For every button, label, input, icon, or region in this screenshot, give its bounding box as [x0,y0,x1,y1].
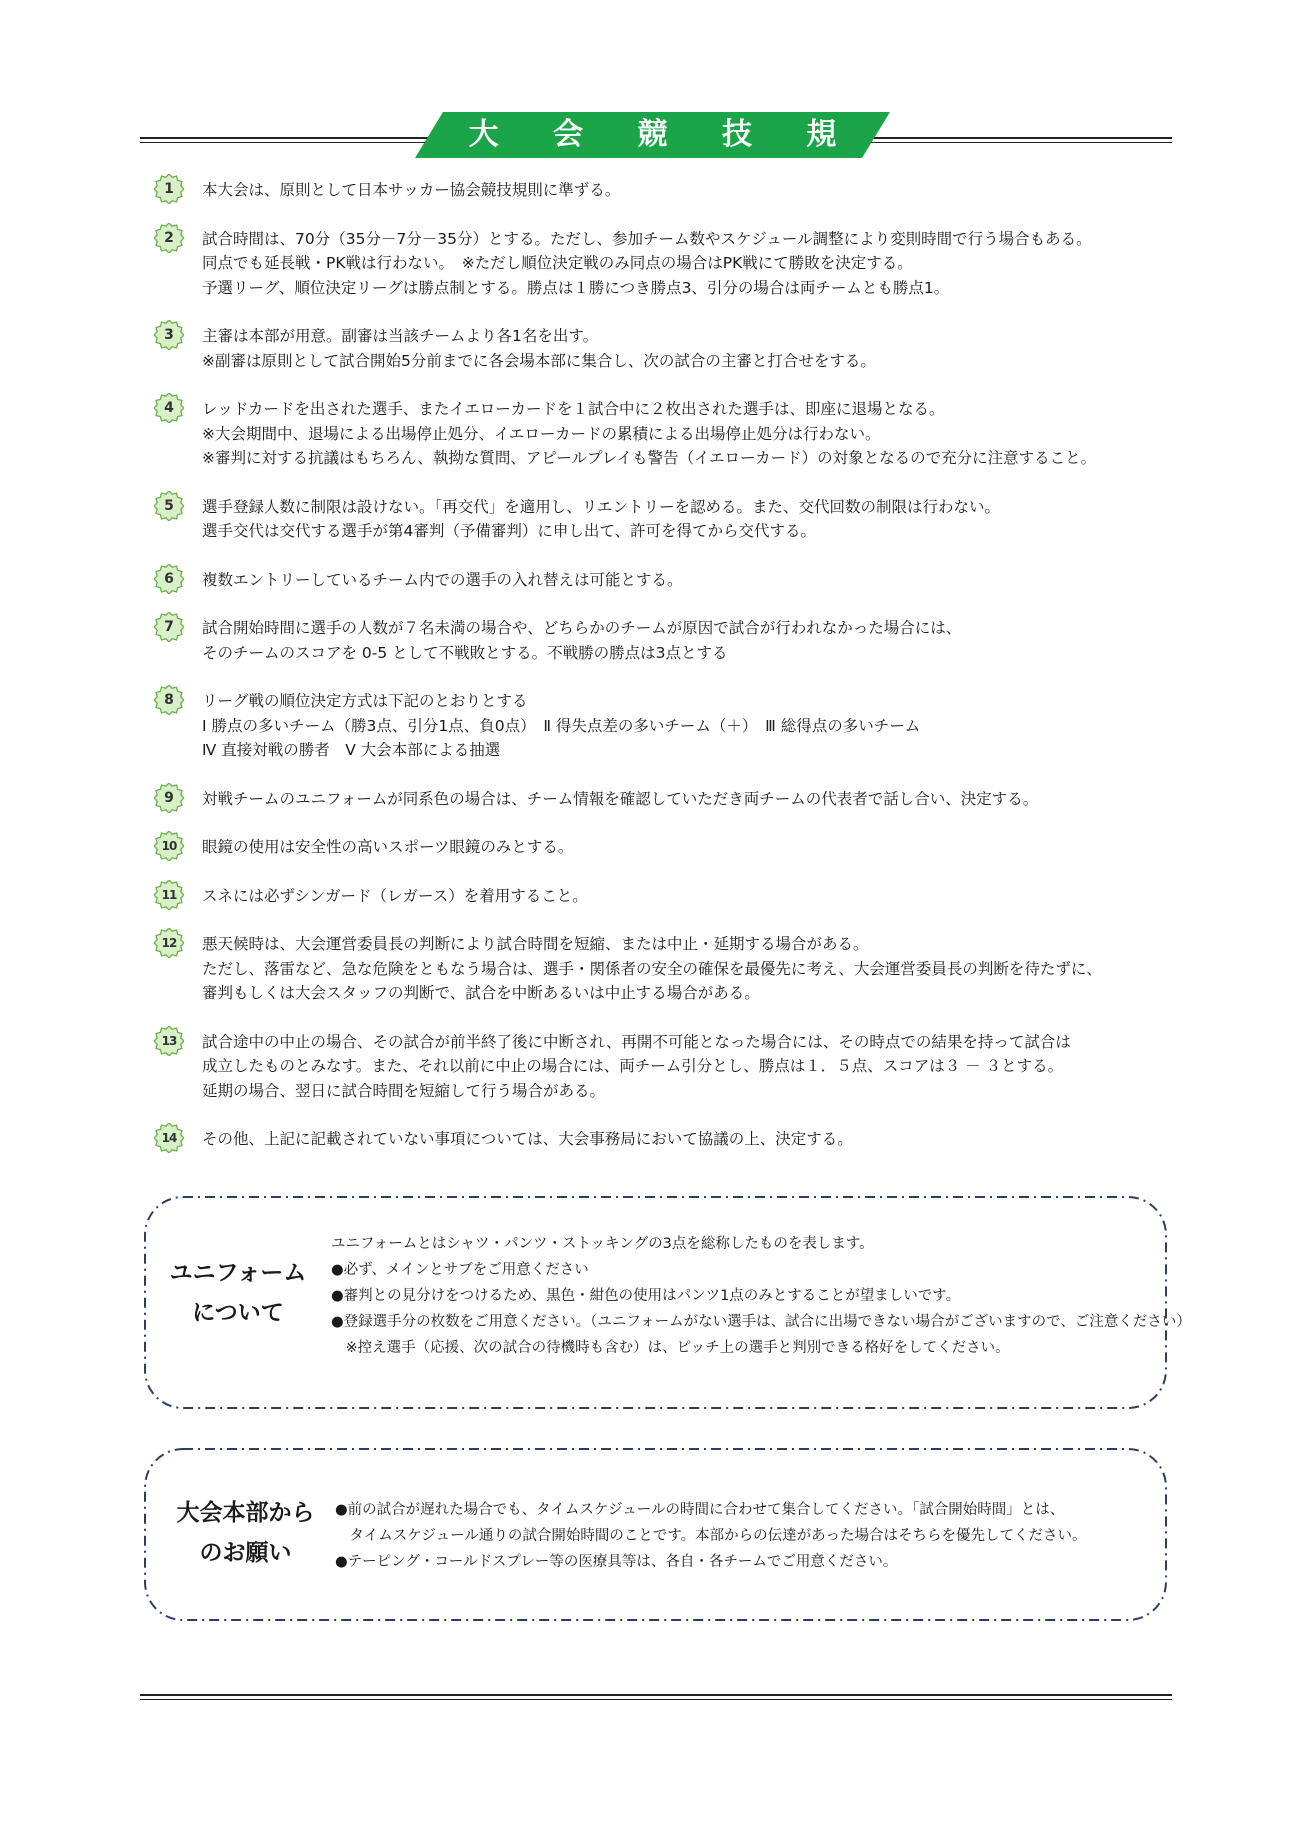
rule-line: 延期の場合、翌日に試合時間を短縮して行う場合がある。 [202,1081,606,1100]
rule-line: ※審判に対する抗議はもちろん、執拗な質問、アピールプレイも警告（イエローカード）の対象となるので充分に注意すること。 [202,449,1097,467]
rule-line: 悪天候時は、大会運営委員長の判断により試合時間を短縮、または中止・延期する場合がある。 [202,935,869,953]
rule-item [150,1127,1170,1152]
rule-line: 試合途中の中止の場合、その試合が前半終了後に中断され、再開不可能となった場合には、その時点での結果を持って試合は [202,1032,1071,1051]
rule-number: 3 [164,327,174,343]
rule-number-badge [154,174,184,204]
rule-number-badge [154,928,184,958]
rule-item [150,178,1170,203]
rule-number: 5 [164,497,174,514]
rule-number: 1 [164,181,174,197]
request-box [143,1447,1168,1622]
rule-line: 試合時間は、70分（35分－7分－35分）とする。ただし、参加チーム数やスケジュール調整により変則時間で行う場合もある。 [202,229,1092,248]
rule-item [150,324,1170,373]
rule-line: 審判もしくは大会スタッフの判断で、試合を中断あるいは中止する場合がある。 [202,984,760,1002]
request-line: ●テーピング・コールドスプレー等の医療具等は、各自・各チームでご用意ください。 [335,1554,898,1570]
request-title-line: 大会本部から [176,1500,315,1526]
request-line: ●前の試合が遅れた場合でも、タイムスケジュールの時間に合わせて集合してください。「試合開始時間」とは、 [335,1502,1065,1518]
rule-item [150,495,1170,544]
uniform-line: ユニフォームとはシャツ・パンツ・ストッキングの3点を総称したものを表します。 [331,1236,874,1252]
rule-item [150,616,1170,665]
rule-number: 14 [161,1131,177,1145]
rule-number: 12 [161,936,177,950]
rule-number-badge [154,783,184,813]
request-box-lines [335,1497,1087,1575]
rule-line: 眼鏡の使用は安全性の高いスポーツ眼鏡のみとする。 [202,838,574,856]
rule-number-badge [154,1123,184,1153]
rule-line: ※副審は原則として試合開始5分前までに各会場本部に集合し、次の試合の主審と打合せをする。 [202,351,876,370]
uniform-box-title [163,1253,313,1333]
rule-item [150,835,1170,860]
rule-number-badge [154,831,184,861]
rule-line: レッドカードを出された選手、またイエローカードを１試合中に２枚出された選手は、即座に退場となる。 [202,400,945,418]
uniform-line: ●審判との見分けをつけるため、黒色・紺色の使用はパンツ1点のみとすることが望ましいです。 [331,1288,961,1304]
rule-line: ただし、落雷など、急な危険をともなう場合は、選手・関係者の安全の確保を最優先に考え、大会運営委員長の判断を待たずに、 [202,959,1102,978]
uniform-line: ●必ず、メインとサブをご用意ください [331,1262,589,1278]
rule-line: 試合開始時間に選手の人数が７名未満の場合や、どちらかのチームが原因で試合が行われなかった場合には、 [202,619,962,637]
rule-number: 10 [161,839,177,853]
rule-line: 対戦チームのユニフォームが同系色の場合は、チーム情報を確認していただき両チームの代表者で話し合い、決定する。 [202,789,1039,808]
rule-line: 複数エントリーしているチーム内での選手の入れ替えは可能とする。 [202,570,683,589]
rule-number: 2 [164,229,174,246]
footer-rule [140,1694,1172,1696]
rule-line: Ⅰ 勝点の多いチーム（勝3点、引分1点、負0点） Ⅱ 得失点差の多いチーム（＋） Ⅲ 総得点の多いチーム [202,716,921,735]
rule-number: 4 [164,400,174,416]
rule-item [150,568,1170,593]
rule-item [150,932,1170,1006]
rule-number-badge [154,491,184,521]
rule-line: 選手交代は交代する選手が第4審判（予備審判）に申し出て、許可を得てから交代する。 [202,522,817,540]
rule-item [150,787,1170,812]
rule-number-badge [154,564,184,594]
rule-number: 11 [161,887,177,902]
rule-number: 13 [161,1033,177,1048]
rule-number-badge [154,1026,184,1056]
request-box-title [158,1493,333,1573]
footer-rule-thin [140,1699,1172,1700]
rule-number: 7 [164,619,174,635]
rule-line: 同点でも延長戦・PK戦は行わない。 ※ただし順位決定戦のみ同点の場合はPK戦にて勝敗を決定する。 [202,254,913,272]
rule-number-badge [154,393,184,423]
uniform-line: ※控え選手（応援、次の試合の待機時も含む）は、ピッチ上の選手と判別できる格好をしてください。 [331,1340,1010,1356]
uniform-box-lines [331,1231,1191,1361]
rule-item [150,397,1170,471]
rule-number-badge [154,612,184,642]
rule-number-badge [154,685,184,715]
rule-line: 予選リーグ、順位決定リーグは勝点制とする。勝点は１勝につき勝点3、引分の場合は両チームとも勝点1。 [202,278,950,297]
rule-line: そのチームのスコアを 0-5 として不戦敗とする。不戦勝の勝点は3点とする [202,643,728,662]
request-line: タイムスケジュール通りの試合開始時間のことです。本部からの伝達があった場合はそちらを優先してください。 [335,1528,1087,1544]
rule-line: ※大会期間中、退場による出場停止処分、イエローカードの累積による出場停止処分は行わない。 [202,424,881,443]
request-title-line: のお願い [199,1540,292,1566]
uniform-title-line: について [192,1300,284,1326]
rule-line: 選手登録人数に制限は設けない。「再交代」を適用し、リエントリーを認める。また、交代回数の制限は行わない。 [202,497,1000,516]
rule-number-badge [154,320,184,350]
uniform-box [143,1195,1191,1410]
rule-line: リーグ戦の順位決定方式は下記のとおりとする [202,692,528,710]
rule-number-badge [154,880,184,910]
rule-line: 成立したものとみなす。また、それ以前に中止の場合には、両チーム引分とし、勝点は１．５点、スコアは３ － ３とする。 [202,1057,1064,1075]
rule-number-badge [154,223,184,253]
rule-item [150,1030,1170,1104]
uniform-title-line: ユニフォーム [169,1260,307,1286]
rules-list [150,178,1170,1176]
rule-line: Ⅳ 直接対戦の勝者 Ⅴ 大会本部による抽選 [202,741,501,759]
rule-line: スネには必ずシンガード（レガース）を着用すること。 [202,886,588,905]
rule-item [150,227,1170,301]
rule-line: 本大会は、原則として日本サッカー協会競技規則に準ずる。 [202,181,621,199]
uniform-line: ●登録選手分の枚数をご用意ください。（ユニフォームがない選手は、試合に出場できない場合がございますので、ご注意ください） [331,1314,1191,1330]
rule-item [150,884,1170,909]
rule-number: 9 [164,789,174,806]
page-title: 大 会 競 技 規 定 [468,117,859,198]
rule-item [150,689,1170,763]
rule-number: 8 [164,692,174,708]
rule-line: その他、上記に記載されていない事項については、大会事務局において協議の上、決定する。 [202,1130,853,1148]
rule-number: 6 [164,570,174,587]
rule-line: 主審は本部が用意。副審は当該チームより各1名を出す。 [202,327,599,345]
